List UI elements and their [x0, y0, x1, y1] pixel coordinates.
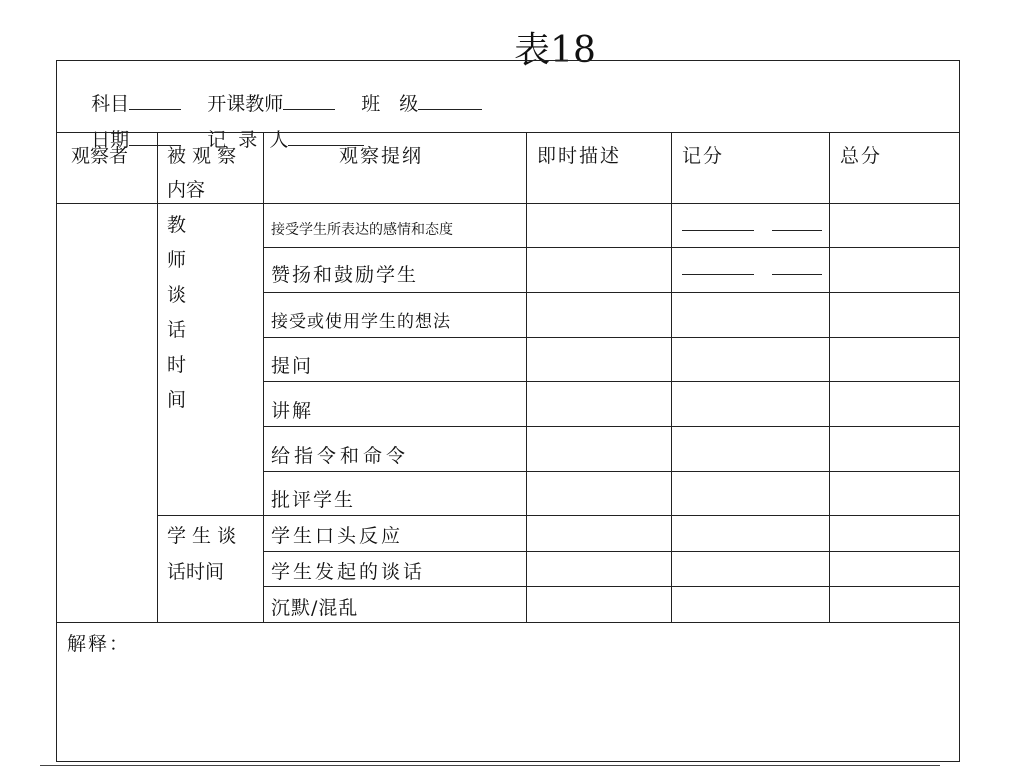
outline-item: 提问 [271, 355, 314, 377]
outline-item: 接受学生所表达的感情和态度 [271, 222, 453, 238]
score-blank[interactable] [772, 274, 822, 275]
recorder-label: 记 录 人 [207, 129, 289, 151]
col-divider-content [263, 132, 264, 622]
outline-item: 学生口头反应 [271, 525, 404, 547]
observation-form [56, 60, 960, 762]
outline-item: 学生发起的谈话 [271, 561, 426, 583]
teacher-group-char: 话 [167, 319, 187, 341]
row-divider [263, 292, 959, 293]
class-label: 班 级 [361, 93, 419, 115]
col-header-total: 总分 [840, 145, 883, 167]
row-divider [263, 247, 959, 248]
outline-item: 讲解 [271, 400, 314, 422]
score-blank[interactable] [772, 230, 822, 231]
group-divider [157, 515, 959, 516]
teacher-group-char: 时 [167, 354, 187, 376]
student-group-label-2: 话时间 [167, 561, 225, 583]
col-header-observer: 观察者 [71, 145, 129, 167]
outline-item: 赞扬和鼓励学生 [271, 264, 419, 286]
outline-item: 给指令和命令 [271, 445, 410, 467]
row-divider [263, 471, 959, 472]
col-divider-outline [526, 132, 527, 622]
date-label: 日期 [91, 129, 130, 151]
class-field[interactable] [418, 91, 482, 110]
col-header-observed: 被 观 察 [167, 145, 237, 167]
score-blank[interactable] [682, 230, 754, 231]
teacher-group-char: 教 [167, 214, 187, 236]
student-group-label: 学 生 谈 [167, 525, 237, 547]
col-divider-describe [671, 132, 672, 622]
row-divider [263, 551, 959, 552]
score-blank[interactable] [682, 274, 754, 275]
col-divider-score [829, 132, 830, 622]
row-divider [263, 381, 959, 382]
col-header-observed-2: 内容 [167, 179, 206, 201]
teacher-group-char: 间 [167, 389, 187, 411]
notes-label: 解释： [67, 633, 131, 655]
outline-item: 接受或使用学生的想法 [271, 312, 451, 332]
page-title: 表18 [514, 30, 596, 71]
col-header-score: 记分 [682, 145, 725, 167]
row-divider [263, 586, 959, 587]
subject-label: 科目 [91, 93, 130, 115]
outline-item: 沉默/混乱 [271, 597, 359, 619]
col-header-outline: 观察提纲 [339, 145, 424, 167]
header-divider [57, 132, 959, 133]
teacher-label: 开课教师 [207, 93, 284, 115]
table-bottom [57, 622, 959, 623]
column-header-divider [57, 203, 959, 204]
teacher-group-char: 师 [167, 249, 187, 271]
outline-item: 批评学生 [271, 489, 356, 511]
teacher-group-char: 谈 [167, 284, 187, 306]
row-divider [263, 337, 959, 338]
col-header-describe: 即时描述 [537, 145, 622, 167]
col-divider-observer [157, 132, 158, 622]
page-bottom-rule [40, 765, 940, 766]
row-divider [263, 426, 959, 427]
